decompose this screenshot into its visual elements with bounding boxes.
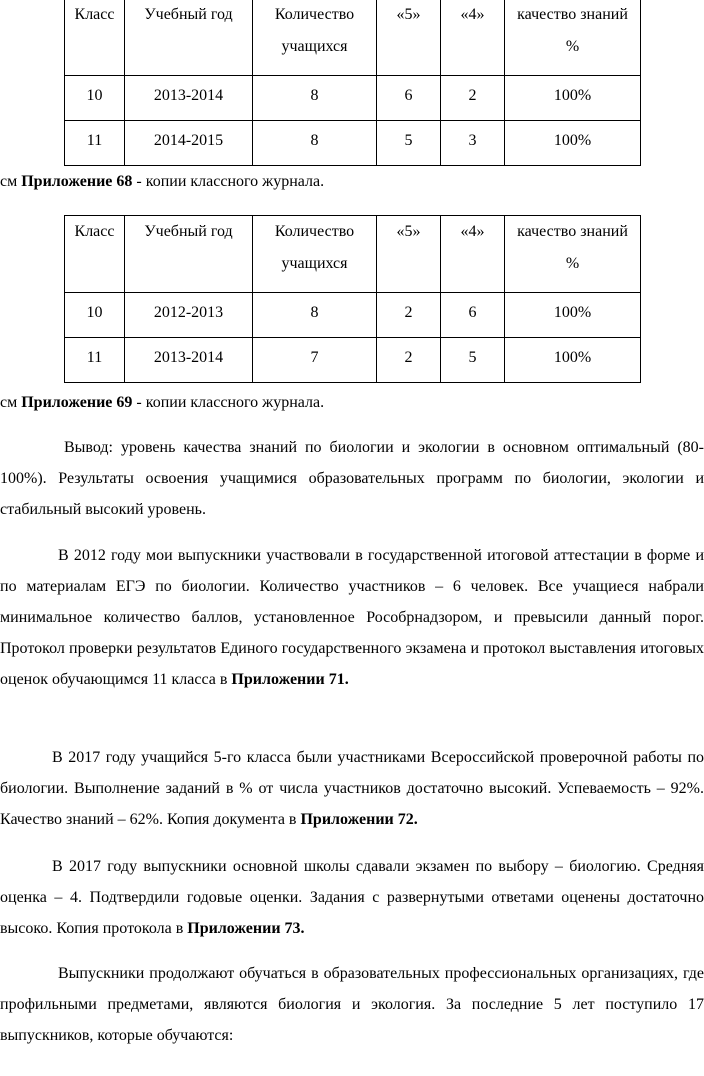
cell-grade5: 5 (377, 121, 441, 166)
header-quality: качество знаний % (505, 0, 641, 76)
header-class: Класс (65, 0, 125, 76)
oge-2017-paragraph (0, 851, 704, 944)
caption-prefix: см (0, 173, 22, 190)
caption-suffix: - копии классного журнала. (132, 173, 325, 190)
header-year: Учебный год (125, 0, 253, 76)
header-students: Количество учащихся (253, 216, 377, 293)
table-header-row (65, 0, 641, 76)
cell-class: 11 (65, 121, 125, 166)
header-grade4: «4» (441, 216, 505, 293)
header-year: Учебный год (125, 216, 253, 293)
grades-table-2 (64, 215, 641, 383)
table-row (65, 76, 641, 121)
cell-grade4: 6 (441, 293, 505, 338)
table-row (65, 293, 641, 338)
cell-students: 8 (253, 293, 377, 338)
cell-quality: 100% (505, 76, 641, 121)
grades-table-1 (64, 0, 641, 166)
table-header-row (65, 216, 641, 293)
cell-quality: 100% (505, 293, 641, 338)
caption-appendix-ref: Приложение 69 (21, 394, 133, 411)
cell-class: 11 (65, 338, 125, 383)
header-grade5: «5» (377, 0, 441, 76)
table-row (65, 121, 641, 166)
cell-quality: 100% (505, 121, 641, 166)
header-grade4: «4» (441, 0, 505, 76)
paragraph-text (0, 742, 704, 835)
cell-class: 10 (65, 293, 125, 338)
vpr-2017-paragraph (0, 742, 704, 835)
caption-appendix-ref: Приложение 68 (21, 173, 133, 190)
cell-students: 7 (253, 338, 377, 383)
header-grade5: «5» (377, 216, 441, 293)
cell-students: 8 (253, 121, 377, 166)
paragraph-text (0, 540, 704, 695)
paragraph-text: Вывод: уровень качества знаний по биологии и экологии в основном оптимальный (80-100%). Результаты освоения учащимися образовательных программ по биологии, экологии и стабильный высокий уровень. (0, 439, 704, 518)
cell-year: 2012-2013 (125, 293, 253, 338)
caption-prefix: см (0, 394, 22, 411)
cell-quality: 100% (505, 338, 641, 383)
cell-year: 2013-2014 (125, 338, 253, 383)
caption-suffix: - копии классного журнала. (132, 394, 325, 411)
cell-year: 2014-2015 (125, 121, 253, 166)
cell-grade4: 3 (441, 121, 505, 166)
paragraph-body: В 2017 году выпускники основной школы сдавали экзамен по выбору – биологию. Средняя оценка – 4. Подтвердили годовые оценки. Задания с развернутыми ответами оценены достаточно высоко. Копия протокола в (0, 858, 704, 937)
header-quality: качество знаний % (505, 216, 641, 293)
appendix-caption-2 (0, 394, 324, 412)
cell-grade5: 2 (377, 293, 441, 338)
appendix-ref-71: Приложении 71. (231, 671, 349, 688)
appendix-caption-1 (0, 173, 324, 191)
graduates-paragraph (0, 958, 704, 1051)
appendix-ref-72: Приложении 72. (300, 811, 418, 828)
appendix-ref-73: Приложении 73. (187, 920, 305, 937)
cell-students: 8 (253, 76, 377, 121)
paragraph-body: В 2017 году учащийся 5-го класса были участниками Всероссийской проверочной работы по биологии. Выполнение заданий в % от числа участников достаточно высокий. Успеваемость – 92%. Качество знаний – 62%. Копия документа в (0, 749, 704, 828)
table-row (65, 338, 641, 383)
cell-year: 2013-2014 (125, 76, 253, 121)
cell-grade4: 5 (441, 338, 505, 383)
cell-grade5: 6 (377, 76, 441, 121)
paragraph-text: Выпускники продолжают обучаться в образовательных профессиональных организациях, где профильными предметами, являются биология и экология. За последние 5 лет поступило 17 выпускников, которые обучаются: (0, 965, 704, 1044)
cell-grade5: 2 (377, 338, 441, 383)
paragraph-text (0, 851, 704, 944)
conclusion-paragraph (0, 432, 704, 525)
cell-class: 10 (65, 76, 125, 121)
exam-2012-paragraph (0, 540, 704, 695)
paragraph-body: В 2012 году мои выпускники участвовали в государственной итоговой аттестации в форме и по материалам ЕГЭ по биологии. Количество участников – 6 человек. Все учащиеся набрали минимальное количество баллов, установленное Рособрнадзором, и превысили данный порог. Протокол проверки результатов Единого государственного экзамена и протокол выставления итоговых оценок обучающимся 11 класса в (0, 547, 704, 688)
cell-grade4: 2 (441, 76, 505, 121)
header-students: Количество учащихся (253, 0, 377, 76)
header-class: Класс (65, 216, 125, 293)
